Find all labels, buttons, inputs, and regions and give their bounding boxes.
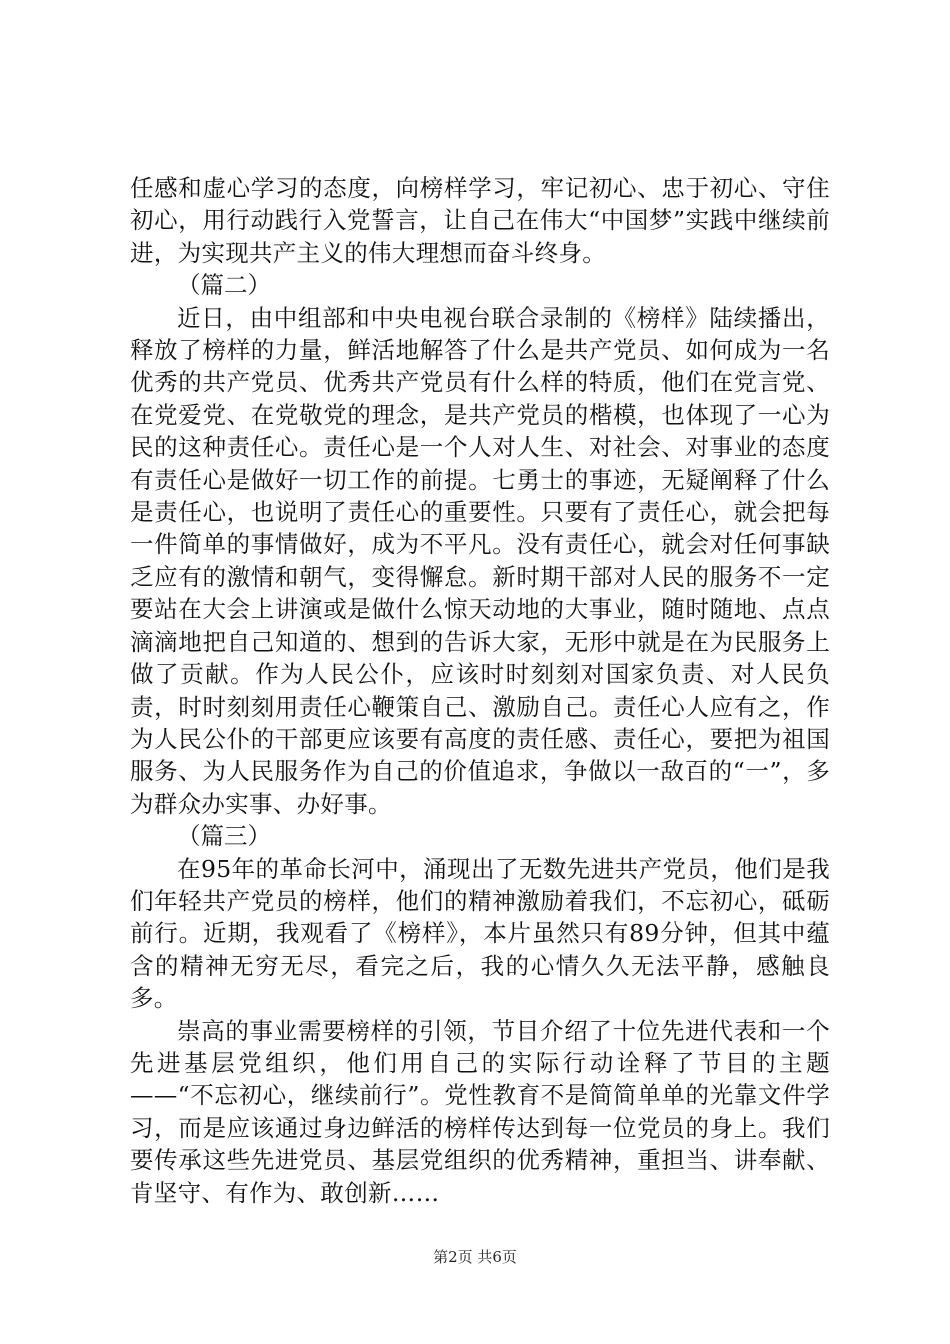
document-body xyxy=(130,172,830,1209)
page-footer: 第2页 共6页 xyxy=(433,1248,517,1266)
paragraph-part-three-2: 崇高的事业需要榜样的引领，节目介绍了十位先进代表和一个先进基层党组织，他们用自己的实际行动诠释了节目的主题——“不忘初心，继续前行”。党性教育不是简简单单的光靠文件学习，而是应该通过身边鲜活的榜样传达到每一位党员的身上。我们要传承这些先进党员、基层党组织的优秀精神，重担当、讲奉献、肯坚守、有作为、敢创新…… xyxy=(130,1016,830,1207)
paragraph-part-two: 近日，由中组部和中央电视台联合录制的《榜样》陆续播出，释放了榜样的力量，鲜活地解答了什么是共产党员、如何成为一名优秀的共产党员、优秀共产党员有什么样的特质，他们在党言党、在党爱党、在党敬党的理念，是共产党员的楷模，也体现了一心为民的这种责任心。责任心是一个人对人生、对社会、对事业的态度有责任心是做好一切工作的前提。七勇士的事迹，无疑阐释了什么是责任心，也说明了责任心的重要性。只要有了责任心，就会把每一件简单的事情做好，成为不平凡。没有责任心，就会对任何事缺乏应有的激情和朝气，变得懈怠。新时期干部对人民的服务不一定要站在大会上讲演或是做什么惊天动地的大事业，随时随地、点点滴滴地把自己知道的、想到的告诉大家，无形中就是在为民服务上做了贡献。作为人民公仆，应该时时刻刻对国家负责、对人民负责，时时刻刻用责任心鞭策自己、激励自己。责任心人应有之，作为人民公仆的干部更应该要有高度的责任感、责任心，要把为祖国服务、为人民服务作为自己的价值追求，争做以一敌百的“一”，多为群众办实事、办好事。 xyxy=(130,303,830,818)
paragraph-continuation: 任感和虚心学习的态度，向榜样学习，牢记初心、忠于初心、守住初心，用行动践行入党誓言，让自己在伟大“中国梦”实践中继续前进，为实现共产主义的伟大理想而奋斗终身。 xyxy=(130,174,830,267)
paragraph-part-three-1: 在95年的革命长河中，涌现出了无数先进共产党员，他们是我们年轻共产党员的榜样，他们的精神激励着我们，不忘初心，砥砺前行。近期，我观看了《榜样》，本片虽然只有89分钟，但其中蕴含的精神无穷无尽，看完之后，我的心情久久无法平静，感触良多。 xyxy=(130,854,830,1013)
section-label-part-three: （篇三） xyxy=(177,822,271,851)
section-label-part-two: （篇二） xyxy=(177,271,271,300)
